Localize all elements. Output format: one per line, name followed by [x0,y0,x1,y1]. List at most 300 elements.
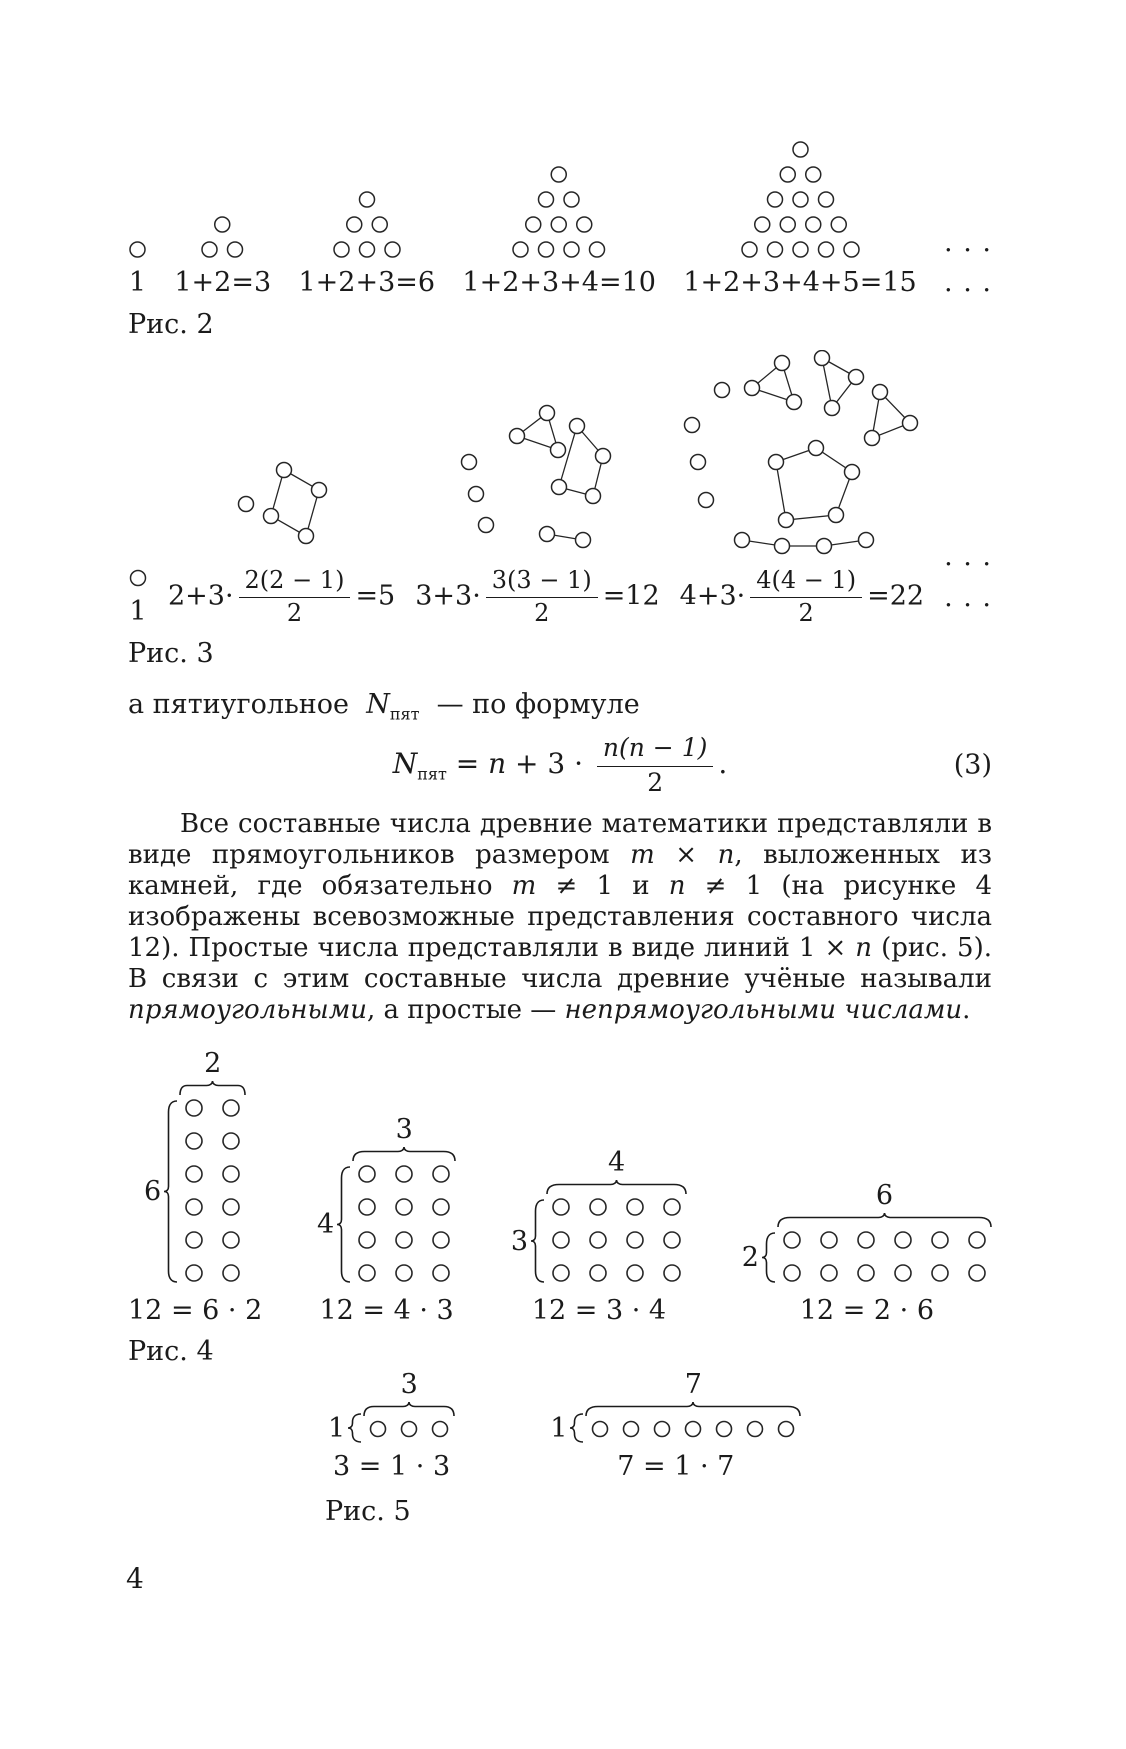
intro-lead-text: а пятиугольное [128,689,367,721]
pentagon-formula-intro [128,688,992,724]
stone-dot [576,532,591,547]
stone-dot [768,454,783,469]
fraction-denominator: 2 [286,599,303,628]
stone-dot [433,1421,448,1436]
dot-grid [590,1419,796,1439]
paragraph-segment: ≠ 1 и [536,871,669,902]
left-brace-group [550,1413,585,1444]
left-brace [163,1100,179,1283]
stone-dot [742,242,757,257]
top-brace [777,1212,992,1228]
stone-dot [186,1166,202,1182]
stone-dot [872,384,887,399]
stone-dot [793,142,808,157]
fraction-denominator: 2 [647,767,664,797]
brace-path [778,1213,991,1227]
paragraph-segment: (рис. 5). В связи с этим составные числа древние учёные называли [128,933,992,995]
stone-dot [767,242,782,257]
grid-col-count: 4 [607,1147,626,1179]
grid-col-count: 3 [395,1114,413,1146]
brace-path [180,1081,245,1095]
braced-dot-grid [546,1147,687,1283]
variable-n-pent: N [366,689,390,721]
brace-path [337,1167,350,1282]
stone-dot [664,1232,680,1248]
left-brace-group [511,1199,546,1283]
stone-dot [186,1265,202,1281]
stone-dot [238,496,253,511]
dot-grid-block [511,1147,687,1326]
grid-row-count: 1 [550,1412,568,1444]
stone-dot [186,1100,202,1116]
formula-equals: = [446,746,489,780]
ellipsis-dots: . . . [944,541,992,573]
body-paragraph [128,809,992,1026]
pentagonal-dots [234,446,330,558]
ellipsis-dots: . . . [944,226,992,258]
label-fraction [486,566,598,628]
stone-dot [539,192,554,207]
stone-dot [821,1232,837,1248]
triangular-number-label: 1+2=3 [174,267,272,298]
figure-5-grids [328,1369,992,1482]
label-prefix: 3+3· [415,580,481,612]
stone-dot [223,1166,239,1182]
triangular-number-figure [683,140,916,299]
grid-with-braces [317,1114,456,1283]
stone-dot [932,1265,948,1281]
label-fraction [750,566,862,628]
stone-dot [717,1421,732,1436]
stone-dot [596,448,611,463]
stone-dot [778,512,793,527]
stone-dot [744,380,759,395]
figure-2-diagrams [128,140,992,299]
stone-dot [805,217,820,232]
intro-tail-text: — по формуле [419,689,640,721]
stone-dot [698,492,713,507]
formula-n-var: n [488,746,507,780]
grid-with-braces [328,1368,455,1444]
pentagonal-dots [459,398,615,558]
stone-dot [593,1421,608,1436]
triangular-dots [511,165,607,259]
dot-grid-block [317,1114,456,1326]
stone-dot [590,1265,606,1281]
stone-dot [359,1232,375,1248]
paragraph-segment: n [668,871,686,902]
figure-3-caption: Рис. 3 [128,637,214,669]
triangular-number-label: 1+2+3+4=10 [462,267,656,298]
brace-path [164,1101,177,1282]
stone-dot [359,1265,375,1281]
stone-dot [844,242,859,257]
stone-dot [808,440,823,455]
stone-dot [754,217,769,232]
stone-dot [627,1265,643,1281]
stone-dot [734,532,749,547]
stone-dot [228,242,243,257]
label-suffix: =22 [867,580,925,612]
stone-dot [552,217,567,232]
grid-with-braces [550,1368,801,1444]
stone-dot [540,526,555,541]
stone-dot [664,1265,680,1281]
stone-dot [664,1199,680,1215]
stone-dot [690,454,705,469]
dot-grid-block [128,1048,262,1326]
stone-dot [858,1265,874,1281]
dot-grid [551,1197,682,1283]
stone-dot [814,350,829,365]
grid-with-braces [144,1048,246,1283]
grid-with-braces [511,1147,687,1283]
braced-dot-grid [179,1048,246,1283]
top-brace [352,1146,456,1162]
left-brace-group [317,1166,352,1283]
stone-dot [298,528,313,543]
figure-4-caption: Рис. 4 [128,1336,214,1368]
formula-period: . [718,746,728,780]
stone-dot [359,1199,375,1215]
stone-dot [540,405,555,420]
triangular-dots [740,140,861,259]
stone-dot [858,532,873,547]
figure-4-grids [128,1048,992,1326]
stone-dot [359,242,374,257]
stone-dot [816,538,831,553]
stone-dot [577,217,592,232]
stone-dot [824,400,839,415]
triangular-number-label: 1+2+3+4+5=15 [683,267,917,298]
figure-3-block [128,350,992,671]
grid-row-count: 4 [316,1209,335,1241]
stone-dot [526,217,541,232]
stone-dot [818,192,833,207]
formula-plus-term: + 3 · [506,746,592,780]
grid-row-count: 1 [328,1412,346,1444]
stone-dot [786,394,801,409]
stone-dot [784,1232,800,1248]
braced-dot-grid [585,1369,801,1439]
paragraph-segment: , а простые — [367,995,565,1026]
grid-col-count: 6 [875,1180,894,1212]
stone-dot [223,1232,239,1248]
paragraph-segment: m [511,871,537,902]
stone-dot [223,1133,239,1149]
stone-dot [932,1232,948,1248]
grid-col-count: 7 [684,1368,702,1400]
stone-dot [215,217,230,232]
formula-fraction [597,733,713,798]
brace-path [570,1414,583,1442]
stone-dot [779,1421,794,1436]
grid-equation: 7 = 1 · 7 [617,1450,735,1482]
ellipsis-item [944,227,992,300]
stone-dot [564,242,579,257]
figure-5-caption: Рис. 5 [325,1495,411,1527]
stone-dot [627,1232,643,1248]
stone-dot [186,1133,202,1149]
stone-dot [714,382,729,397]
stone-dot [624,1421,639,1436]
stone-dot [780,167,795,182]
stone-dot [552,479,567,494]
stone-dot [590,242,605,257]
stone-dot [223,1199,239,1215]
left-brace-group [328,1413,363,1444]
stone-dot [848,369,863,384]
brace-path [348,1414,361,1442]
stone-dot [969,1265,985,1281]
stone-dot [186,1199,202,1215]
fraction-denominator: 2 [798,599,814,628]
braced-dot-grid [352,1114,456,1283]
stone-dot [969,1232,985,1248]
formula-3-row [128,733,992,798]
figure-3-diagrams [128,350,992,628]
dot-grid-block [742,1180,992,1326]
triangular-number-figure [128,240,147,299]
stone-dot [895,1265,911,1281]
triangular-dots [200,215,245,259]
stone-dot [433,1166,449,1182]
left-brace [347,1413,363,1443]
stone-dot [462,454,477,469]
stone-dot [311,482,326,497]
stone-dot [564,192,579,207]
figure-2-caption: Рис. 2 [128,309,214,341]
stone-dot [553,1265,569,1281]
pentagonal-number-label [415,566,659,628]
paragraph-segment: непрямоугольными числами [564,995,963,1026]
stone-dot [902,415,917,430]
left-brace [336,1166,352,1283]
pentagonal-number-figure [168,446,395,628]
left-brace-group [742,1232,777,1283]
dot-grid [368,1419,450,1439]
pentagonal-number-figure [415,398,659,628]
triangular-number-label: 1+2+3=6 [298,267,436,298]
stone-dot [590,1232,606,1248]
page-number: 4 [126,1562,144,1595]
stone-dot [895,1232,911,1248]
pentagonal-number-label [168,566,395,628]
stone-dot [627,1199,643,1215]
label-suffix: =5 [355,580,396,612]
stone-dot [396,1166,412,1182]
stone-dot [396,1265,412,1281]
stone-dot [276,462,291,477]
stone-dot [396,1232,412,1248]
stone-dot [780,217,795,232]
stone-dot [552,167,567,182]
formula-lhs-subscript: пят [417,764,447,784]
left-brace-group [144,1100,179,1283]
stone-dot [347,217,362,232]
stone-dot [334,242,349,257]
dot-grid-block [550,1369,801,1482]
stone-dot [553,1199,569,1215]
grid-equation: 12 = 3 · 4 [531,1295,667,1327]
brace-path [353,1147,455,1161]
label-fraction [239,566,351,628]
stone-dot [864,430,879,445]
stone-dot [186,1232,202,1248]
triangular-number-figure [462,165,656,299]
figure-5-block [128,1369,992,1528]
stone-dot [372,217,387,232]
stone-dot [586,488,601,503]
brace-path [547,1180,686,1194]
stone-dot [793,242,808,257]
stone-dot [748,1421,763,1436]
grid-row-count: 2 [741,1242,759,1274]
label-suffix: =12 [602,580,660,612]
stone-dot [655,1421,670,1436]
fraction-denominator: 2 [534,599,550,628]
grid-equation: 12 = 4 · 3 [319,1295,454,1327]
stone-dot [553,1232,569,1248]
braced-dot-grid [363,1369,455,1439]
stone-dot [686,1421,701,1436]
paragraph-segment: прямоугольными [128,995,368,1026]
label-prefix: 2+3· [167,580,234,612]
grid-equation: 12 = 6 · 2 [128,1295,263,1327]
stone-dot [805,167,820,182]
stone-dot [371,1421,386,1436]
grid-with-braces [742,1180,992,1283]
connecting-line [271,470,319,536]
grid-row-count: 6 [144,1176,162,1208]
stone-dot [385,242,400,257]
pentagonal-dots [128,568,148,588]
grid-equation: 12 = 2 · 6 [799,1295,934,1327]
equation-number: (3) [953,749,992,781]
stone-dot [469,486,484,501]
connecting-line [742,540,866,546]
braced-dot-grid [777,1180,992,1283]
stone-dot [818,242,833,257]
brace-path [762,1233,775,1282]
stone-dot [551,442,566,457]
stone-dot [774,355,789,370]
stone-dot [844,464,859,479]
stone-dot [396,1199,412,1215]
dot-grid [184,1098,241,1283]
stone-dot [433,1265,449,1281]
ellipsis-item [944,541,992,628]
stone-dot [590,1199,606,1215]
grid-equation: 3 = 1 · 3 [333,1450,451,1482]
paragraph-segment: . [962,995,971,1026]
stone-dot [359,1166,375,1182]
triangular-number-figure [298,190,435,299]
stone-dot [858,1232,874,1248]
grid-col-count: 3 [400,1368,418,1400]
stone-dot [784,1265,800,1281]
stone-dot [684,417,699,432]
stone-dot [828,507,843,522]
dot-grid [357,1164,451,1283]
ellipsis-label: . . . [944,267,992,298]
stone-dot [359,192,374,207]
stone-dot [510,428,525,443]
stone-dot [539,242,554,257]
paragraph-segment: n [855,933,873,964]
stone-dot [433,1232,449,1248]
paragraph-segment: ≠ 1 (на рисунке 4 изображены всевозможные представления составного числа 12). Простые числа представляли в виде линий 1 × [128,871,993,964]
stone-dot [793,192,808,207]
stone-dot [130,242,145,257]
pentagonal-number-figure [128,568,148,628]
stone-dot [513,242,528,257]
stone-dot [223,1265,239,1281]
fraction-numerator: 2(2 − 1) [239,566,351,599]
top-brace [179,1080,246,1096]
left-brace [569,1413,585,1443]
stone-dot [831,217,846,232]
top-brace [546,1179,687,1195]
triangular-number-label: 1 [128,267,147,298]
grid-col-count: 2 [204,1048,222,1080]
brace-path [364,1402,454,1416]
subscript-pyat: пят [389,704,420,724]
fraction-numerator: 4(4 − 1) [750,566,862,599]
stone-dot [223,1100,239,1116]
dot-grid-block [328,1369,455,1482]
stone-dot [479,517,494,532]
formula-lhs-var: N [392,746,418,780]
stone-dot [202,242,217,257]
fraction-numerator: 3(3 − 1) [486,566,598,599]
stone-dot [263,508,278,523]
pentagonal-number-label: 1 [129,595,147,627]
label-prefix: 4+3· [679,580,746,612]
paragraph-segment: Все составные числа древние математики представляли в виде прямоугольников размером [128,809,992,871]
stone-dot [131,570,146,585]
triangular-dots [128,240,147,259]
paragraph-segment: × [654,840,718,871]
stone-dot [767,192,782,207]
triangular-number-figure [174,215,271,299]
pentagonal-number-label [680,566,924,628]
grid-row-count: 3 [510,1225,529,1257]
brace-path [586,1402,800,1416]
top-brace [585,1401,801,1417]
dot-grid [782,1230,987,1283]
figure-2-block [128,140,992,342]
stone-dot [570,418,585,433]
pentagonal-dots [682,350,922,558]
fraction-numerator: n(n − 1) [597,733,713,767]
left-brace [530,1199,546,1283]
stone-dot [821,1265,837,1281]
top-brace [363,1401,455,1417]
brace-path [531,1200,544,1282]
left-brace [761,1232,777,1283]
stone-dot [774,538,789,553]
paragraph-segment: , выложенных из камней, где обязательно [128,840,992,902]
triangular-dots [332,190,402,259]
stone-dot [402,1421,417,1436]
pentagonal-number-figure [680,350,924,628]
figure-4-block [128,1048,992,1368]
paragraph-segment: m [630,840,655,871]
paragraph-segment: n [717,840,735,871]
stone-dot [433,1199,449,1215]
ellipsis-label: . . . [944,581,992,613]
